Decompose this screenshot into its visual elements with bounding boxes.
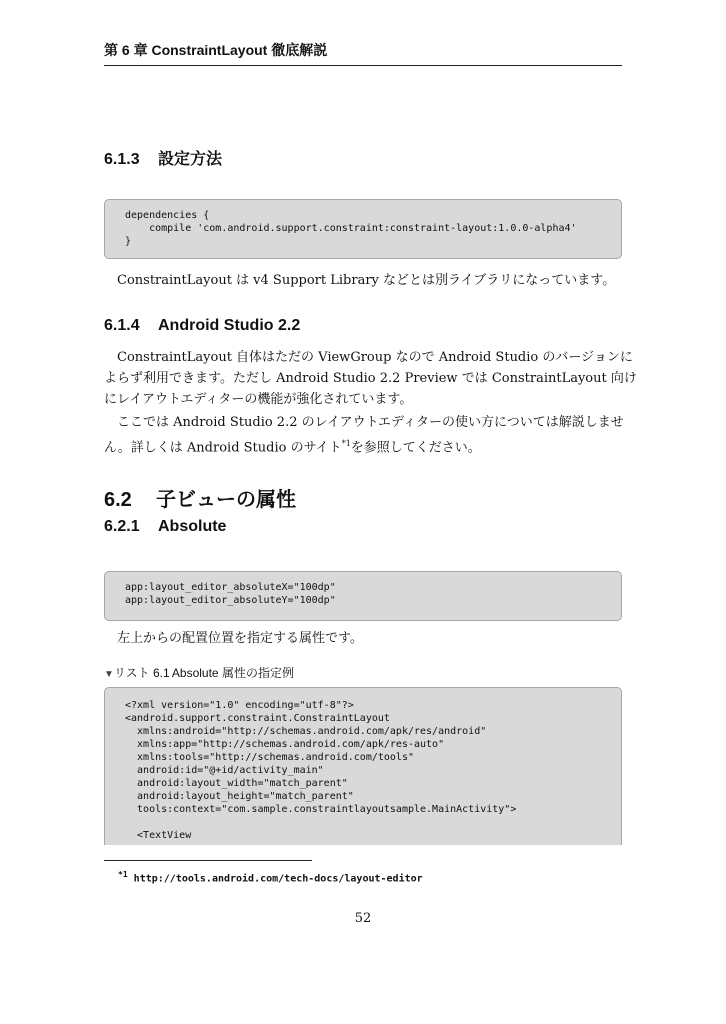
footnote-divider: [104, 860, 312, 861]
code-line: <android.support.constraint.ConstraintLayout: [125, 713, 390, 724]
page-number: 52: [354, 911, 372, 926]
section-number: 6.1.4: [104, 317, 140, 334]
paragraph-line: [104, 433, 624, 458]
paragraph-line: にレイアウトエディターの機能が強化されています。: [104, 392, 413, 407]
section-title: 子ビューの属性: [156, 489, 296, 511]
code-line: xmlns:app="http://schemas.android.com/apk/res-auto": [125, 739, 445, 750]
code-line: app:layout_editor_absoluteX="100dp": [125, 582, 336, 593]
paragraph-line: よらず利用できます。ただし Android Studio 2.2 Preview では ConstraintLayout 向け: [104, 371, 637, 386]
code-line: dependencies {: [125, 210, 210, 221]
listing-number: リスト 6.1: [113, 666, 170, 680]
listing-title: Absolute 属性の指定例: [171, 666, 294, 680]
caption-triangle-icon: ▼: [104, 669, 114, 680]
code-line: tools:context="com.sample.constraintlayoutsample.MainActivity">: [125, 804, 517, 815]
paragraph-library-note: [117, 270, 637, 291]
paragraph-text: を参照してください。: [350, 440, 481, 456]
code-line: xmlns:android="http://schemas.android.com/apk/res/android": [125, 726, 487, 737]
section-title: 設定方法: [158, 151, 223, 168]
paragraph-android-studio: [104, 347, 637, 410]
code-line: }: [125, 236, 132, 247]
listing-caption: [104, 664, 294, 681]
section-heading-6-1-3: [104, 146, 222, 169]
paragraph-line: 左上からの配置位置を指定する属性です。: [117, 631, 363, 646]
code-line: [125, 816, 621, 829]
section-heading-6-2: [104, 483, 296, 512]
code-line: android:layout_height="match_parent": [125, 791, 354, 802]
code-line: android:layout_width="match_parent": [125, 778, 348, 789]
code-block-listing-6-1: [104, 687, 622, 845]
paragraph-editor-note: [104, 412, 624, 458]
code-line: app:layout_editor_absoluteY="100dp": [125, 595, 336, 606]
section-title: Absolute: [158, 518, 227, 535]
paragraph-line: ConstraintLayout は v4 Support Library などとは別ライブラリになっています。: [117, 273, 616, 288]
section-number: 6.2.1: [104, 518, 140, 535]
code-block-absolute-attrs: [104, 571, 622, 621]
code-line: compile 'com.android.support.constraint:constraint-layout:1.0.0-alpha4': [125, 223, 577, 234]
footnote-link[interactable]: http://tools.android.com/tech-docs/layout-editor: [133, 873, 423, 885]
section-heading-6-2-1: [104, 518, 226, 536]
code-line: android:id="@+id/activity_main": [125, 765, 324, 776]
paragraph-line: ここでは Android Studio 2.2 のレイアウトエディターの使い方については解説しませ: [117, 415, 624, 430]
paragraph-line: ConstraintLayout 自体はただの ViewGroup なので Android Studio のバージョンに: [117, 350, 633, 365]
code-line: <?xml version="1.0" encoding="utf-8"?>: [125, 700, 354, 711]
footnote: [118, 870, 423, 884]
code-line: <TextView: [125, 830, 192, 841]
page-header: 第 6 章 ConstraintLayout 徹底解説: [104, 40, 622, 66]
code-line: xmlns:tools="http://schemas.android.com/tools": [125, 752, 414, 763]
code-block-dependencies: [104, 199, 622, 259]
footnote-mark: *1: [118, 870, 128, 879]
footnote-reference[interactable]: *1: [341, 439, 351, 448]
section-heading-6-1-4: [104, 317, 300, 335]
paragraph-absolute-desc: [117, 628, 637, 649]
section-number: 6.2: [104, 489, 132, 511]
section-number: 6.1.3: [104, 151, 140, 168]
paragraph-text: ん。詳しくは Android Studio のサイト: [104, 440, 342, 456]
section-title: Android Studio 2.2: [158, 317, 301, 334]
